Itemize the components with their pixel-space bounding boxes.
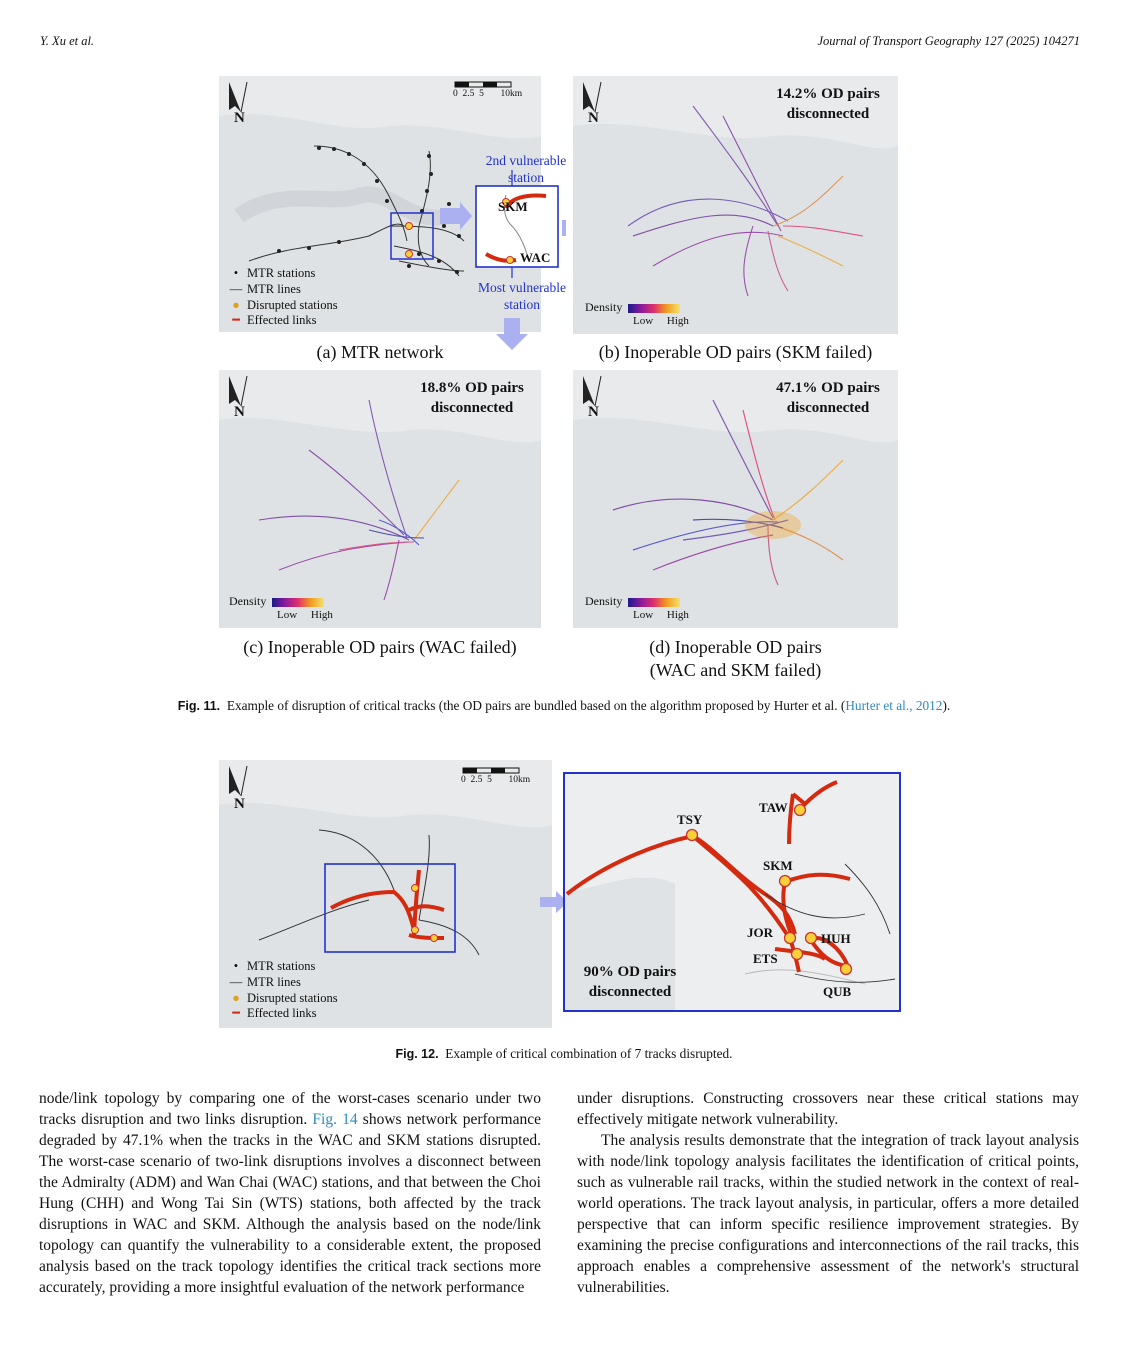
scale-bar-label: 0 2.5 5 10km (453, 89, 523, 99)
fig11-label-c: (c) Inoperable OD pairs (WAC failed) (243, 637, 517, 657)
fig11-label-a: (a) MTR network (316, 342, 444, 362)
label-huh: HUH (821, 931, 851, 946)
fig11-label-d-line2: (WAC and SKM failed) (649, 660, 822, 680)
fig11-caption-end: ). (942, 698, 951, 713)
annot-most-vulnerable: Most vulnerable station (477, 280, 567, 312)
fig12-caption (0, 1046, 1128, 1062)
density-high-d: High (666, 609, 689, 621)
density-low-d: Low (633, 609, 654, 621)
scale-bar-label-fig12: 0 2.5 5 10km (461, 775, 531, 785)
fig11-caption-label: Fig. 11. (177, 699, 221, 713)
body-paragraph-right-1: under disruptions. Constructing crossovers near these critical stations may effectively mitigate network vulnerability. (577, 1090, 1079, 1128)
north-arrow-label-d: N (588, 404, 599, 420)
fig11-panel-d-map (573, 370, 898, 628)
density-title-c: Density (229, 594, 267, 608)
legend-effected-links-fig12: Effected links (247, 1006, 317, 1021)
fig11-caption-text: Example of disruption of critical tracks (the OD pairs are bundled based on the algorithm proposed by Hurter et al. ( (226, 698, 846, 713)
stat-ninety-percent: 90% OD pairs disconnected (583, 964, 677, 1000)
stat-skm-failed: 14.2% OD pairs disconnected (776, 86, 880, 122)
body-left-text-1: node/link topology by comparing one of the worst-cases scenario under two tracks disruption and two links disruption. (39, 1090, 541, 1128)
body-column-left (39, 1088, 541, 1298)
density-gradient-d (628, 598, 680, 607)
north-arrow-label-fig12: N (234, 796, 245, 812)
body-left-text-2: shows network performance degraded by 47.1% when the tracks in the WAC and SKM stations disrupted. The worst-case scenario of two-link disruptions involves a disconnect between the Admiralty (ADM) and Wan Chai (WAC) stations, and that between the Choi Hung (CHH) and Wong Tai Sin (WTS) stations, both affected by the track disruptions in WAC and SKM. Although the analysis based on the node/link topology can quantify the vulnerability to a considerable extent, the proposed analysis based on the track topology identifies the critical track sections more accurately, providing a more insightful evaluation of the network performance (39, 1111, 542, 1296)
density-gradient-c (272, 598, 324, 607)
fig12-overview-map (219, 760, 552, 1028)
label-skm-inset: SKM (498, 199, 528, 214)
label-qub: QUB (823, 984, 852, 999)
legend-mtr-lines-fig12: MTR lines (247, 974, 301, 989)
north-arrow-label: N (234, 110, 245, 126)
legend-mtr-stations: MTR stations (247, 266, 316, 280)
label-jor: JOR (747, 925, 773, 940)
north-arrow-label-c: N (234, 404, 245, 420)
density-high-c: High (310, 609, 333, 621)
fig12-caption-label: Fig. 12. (395, 1047, 439, 1061)
density-high-b: High (666, 315, 689, 327)
fig11-panel-c-map (219, 370, 541, 628)
running-head-journal: Journal of Transport Geography 127 (2025) 104271 (817, 34, 1080, 48)
stat-wac-skm-failed: 47.1% OD pairs disconnected (776, 380, 880, 416)
fig11-label-d-line1: (d) Inoperable OD pairs (649, 637, 822, 657)
hurter-citation-link[interactable]: Hurter et al., 2012 (845, 698, 943, 713)
north-arrow-label-b: N (588, 110, 599, 126)
fig11-label-b: (b) Inoperable OD pairs (SKM failed) (598, 342, 873, 362)
body-paragraph-right-2: The analysis results demonstrate that the integration of track layout analysis with node/link topology analysis facilitates the identification of critical points, such as vulnerable rail tracks, within the studied network in the context of real-world operations. The track layout analysis, in particular, offers a more detailed perspective that can inform specific resilience improvement strategies. By examining the precise configurations and interconnections of the rail tracks, this approach enables a comprehensive assessment of the network's structural vulnerabilities. (577, 1132, 1079, 1296)
fig11-panel-b-map (573, 76, 898, 334)
legend-effected-links: Effected links (247, 313, 317, 328)
legend-mtr-lines: MTR lines (247, 281, 301, 296)
map-legend-fig12: • MTR stations — MTR lines ● Disrupted stations ━ Effected links (229, 959, 338, 1021)
fig11-caption (0, 698, 1128, 714)
annot-second-vulnerable: 2nd vulnerable station (485, 153, 567, 185)
density-title-d: Density (585, 594, 623, 608)
fig12-detail-map (563, 772, 901, 1012)
label-wac-inset: WAC (520, 250, 551, 265)
body-paragraph-left (39, 1088, 541, 1298)
stat-wac-failed: 18.8% OD pairs disconnected (420, 380, 524, 416)
legend-disrupted-stations: Disrupted stations (247, 297, 338, 312)
label-tsy: TSY (677, 812, 703, 827)
density-title-b: Density (585, 300, 623, 314)
body-column-right (577, 1088, 1079, 1298)
legend-disrupted-stations-fig12: Disrupted stations (247, 990, 338, 1005)
density-low-b: Low (633, 315, 654, 327)
density-legend-d (585, 594, 689, 621)
density-legend-c (229, 594, 333, 621)
density-low-c: Low (277, 609, 298, 621)
running-head-authors: Y. Xu et al. (40, 34, 95, 48)
label-taw: TAW (759, 800, 788, 815)
label-skm: SKM (763, 858, 793, 873)
density-gradient-b (628, 304, 680, 313)
map-legend: • MTR stations — MTR lines ● Disrupted stations ━ Effected links (229, 266, 338, 328)
fig14-reference-link[interactable]: Fig. 14 (312, 1111, 358, 1128)
fig12-caption-text: Example of critical combination of 7 tracks disrupted. (445, 1046, 733, 1061)
legend-mtr-stations-fig12: MTR stations (247, 959, 316, 973)
label-ets: ETS (753, 951, 778, 966)
fig11-label-d (573, 636, 898, 682)
density-legend-b (585, 300, 689, 327)
